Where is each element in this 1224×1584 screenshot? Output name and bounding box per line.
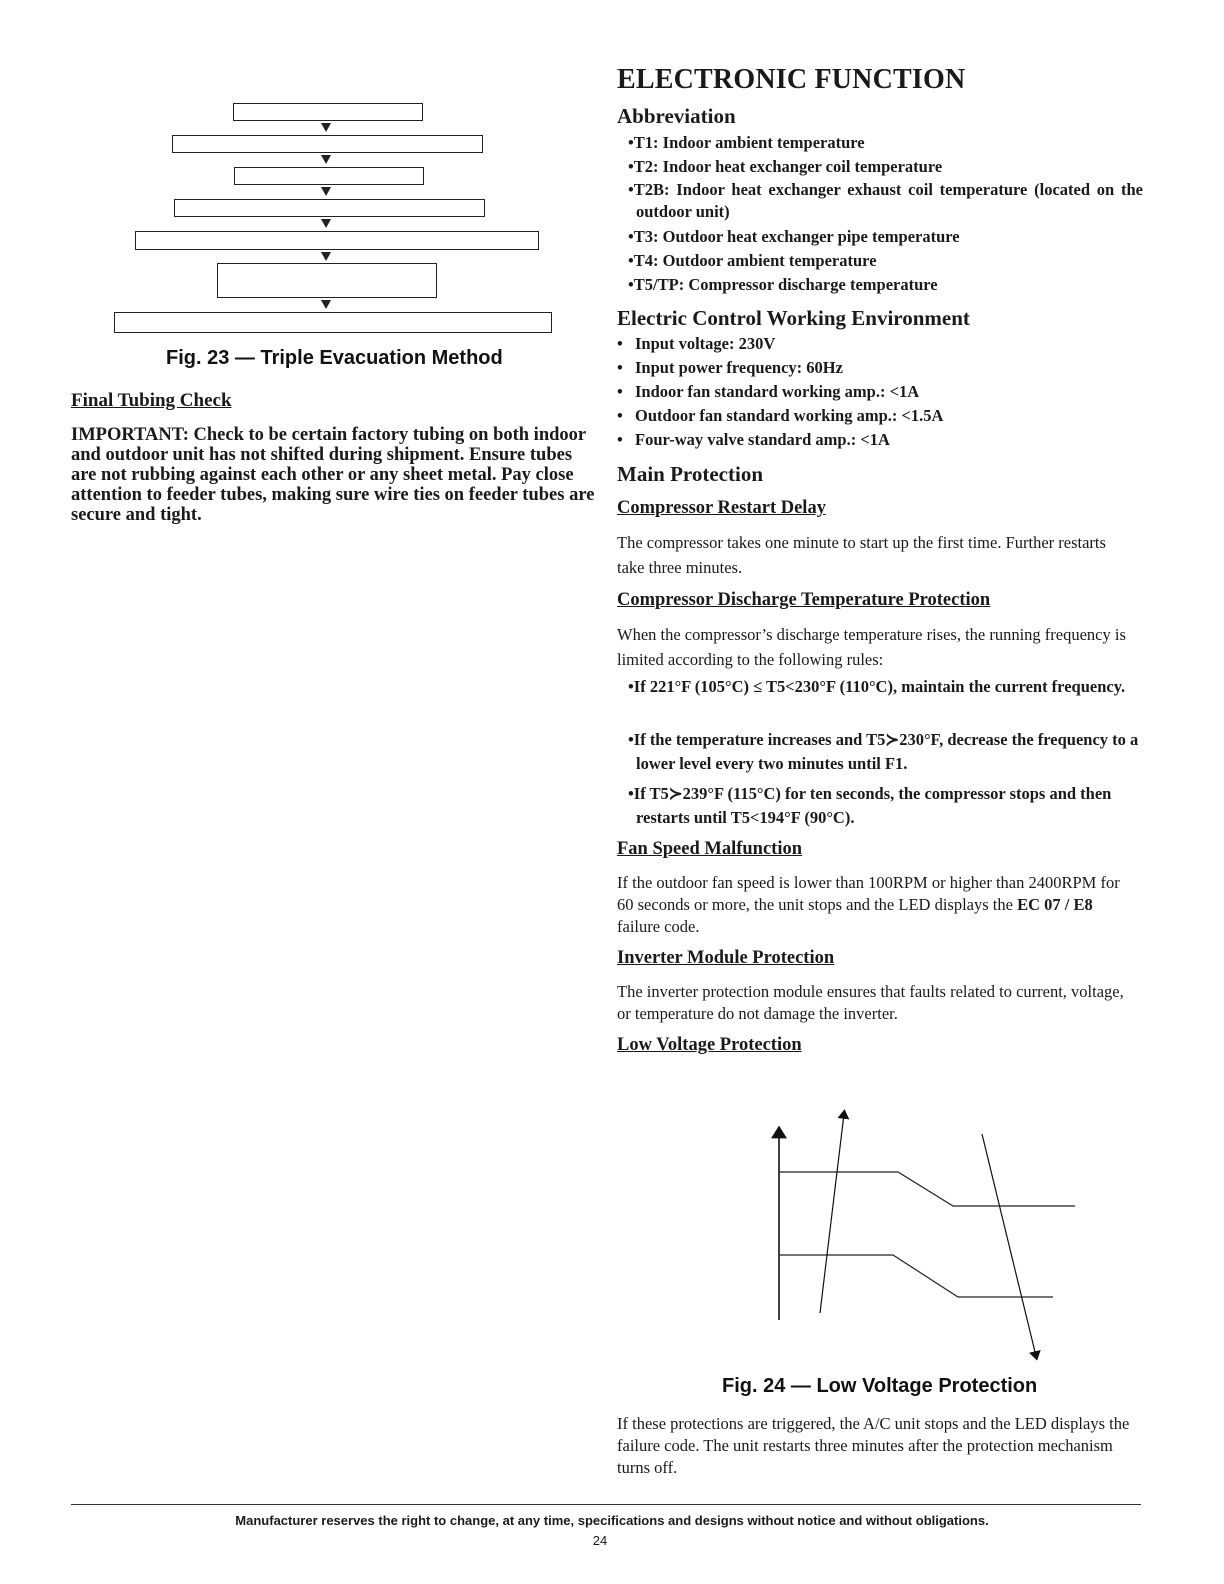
fan-speed-heading: Fan Speed Malfunction	[617, 839, 803, 859]
flow-step-box	[233, 103, 423, 121]
flow-step-box	[174, 199, 485, 217]
failure-code: EC 07 / E8	[1017, 895, 1093, 914]
list-item: • Four-way valve standard amp.: <1A	[617, 428, 1137, 452]
final-tubing-check-heading: Final Tubing Check	[71, 390, 232, 411]
fig23-caption: Fig. 23 — Triple Evacuation Method	[166, 347, 503, 369]
fig24-caption: Fig. 24 — Low Voltage Protection	[722, 1375, 1038, 1397]
list-item: •T4: Outdoor ambient temperature	[628, 251, 877, 270]
closing-text: If these protections are triggered, the A/C unit stops and the LED displays the failure code. The unit restarts three minutes after the protection mechanism turns off.	[617, 1414, 1130, 1477]
abbreviation-heading: Abbreviation	[617, 104, 736, 128]
low-voltage-heading: Low Voltage Protection	[617, 1035, 802, 1055]
flow-arrow	[321, 219, 331, 228]
fan-speed-text-before: If the outdoor fan speed is lower than 100RPM or higher than 2400RPM for 60 seconds or more, the unit stops and the LED displays the	[617, 873, 1120, 914]
flow-arrow	[321, 123, 331, 132]
inverter-protection-text: The inverter protection module ensures that faults related to current, voltage, or temperature do not damage the inverter.	[617, 982, 1124, 1023]
footer-disclaimer: Manufacturer reserves the right to change, at any time, specifications and designs without notice and without obligations.	[235, 1513, 989, 1528]
list-item: •T5/TP: Compressor discharge temperature	[628, 275, 938, 294]
flow-step-box	[135, 231, 539, 250]
main-protection-heading: Main Protection	[617, 462, 763, 486]
discharge-rule-3: •If T5≻239°F (115°C) for ten seconds, the compressor stops and then restarts until T5<194°F (90°C).	[628, 784, 1112, 827]
upper-threshold-line	[779, 1172, 1075, 1206]
list-item: •T2B: Indoor heat exchanger exhaust coil temperature (located on the outdoor unit)	[628, 180, 1143, 221]
flow-step-box	[114, 312, 552, 333]
important-notice: IMPORTANT: Check to be certain factory tubing on both indoor and outdoor unit has not shifted during shipment. Ensure tubes are not rubbing against each other or any sheet metal. Pay close attention to feeder tubes, making sure wire ties on feeder tubes are secure and tight.	[71, 425, 595, 525]
fan-speed-text-after: failure code.	[617, 917, 700, 936]
list-item: •T3: Outdoor heat exchanger pipe temperature	[628, 227, 960, 246]
list-item: • Input power frequency: 60Hz	[617, 356, 1137, 380]
flow-step-box	[172, 135, 483, 153]
discharge-rule-2: •If the temperature increases and T5≻230°F, decrease the frequency to a lower level every two minutes until F1.	[628, 730, 1139, 773]
environment-list	[617, 332, 1137, 452]
flow-arrow	[321, 155, 331, 164]
page-title: ELECTRONIC FUNCTION	[617, 64, 966, 95]
flow-arrow	[321, 300, 331, 309]
environment-heading: Electric Control Working Environment	[617, 306, 970, 330]
lower-threshold-line	[779, 1255, 1053, 1297]
page-number: 24	[592, 1533, 608, 1548]
discharge-protection-text: When the compressor’s discharge temperature rises, the running frequency is limited according to the following rules:	[617, 625, 1126, 669]
inverter-protection-heading: Inverter Module Protection	[617, 948, 835, 968]
list-item: •T2: Indoor heat exchanger coil temperature	[628, 157, 943, 176]
abbreviation-list	[628, 131, 1143, 297]
discharge-rule-1: •If 221°F (105°C) ≤ T5<230°F (110°C), maintain the current frequency.	[628, 677, 1126, 696]
list-item: • Input voltage: 230V	[617, 332, 1137, 356]
list-item: •T1: Indoor ambient temperature	[628, 133, 865, 152]
list-item: • Indoor fan standard working amp.: <1A	[617, 380, 1137, 404]
flow-arrow	[321, 252, 331, 261]
list-item: • Outdoor fan standard working amp.: <1.5A	[617, 404, 1137, 428]
discharge-protection-heading: Compressor Discharge Temperature Protection	[617, 590, 991, 610]
rising-arrow	[820, 1114, 844, 1313]
falling-arrow	[982, 1134, 1036, 1356]
restart-delay-heading: Compressor Restart Delay	[617, 498, 826, 518]
fan-speed-text	[617, 872, 1137, 938]
flow-arrow	[321, 187, 331, 196]
flow-step-box	[217, 263, 437, 298]
flow-step-box	[234, 167, 424, 185]
footer-divider	[71, 1504, 1141, 1505]
low-voltage-diagram	[760, 1100, 1090, 1370]
restart-delay-text: The compressor takes one minute to start up the first time. Further restarts take three minutes.	[617, 533, 1106, 577]
